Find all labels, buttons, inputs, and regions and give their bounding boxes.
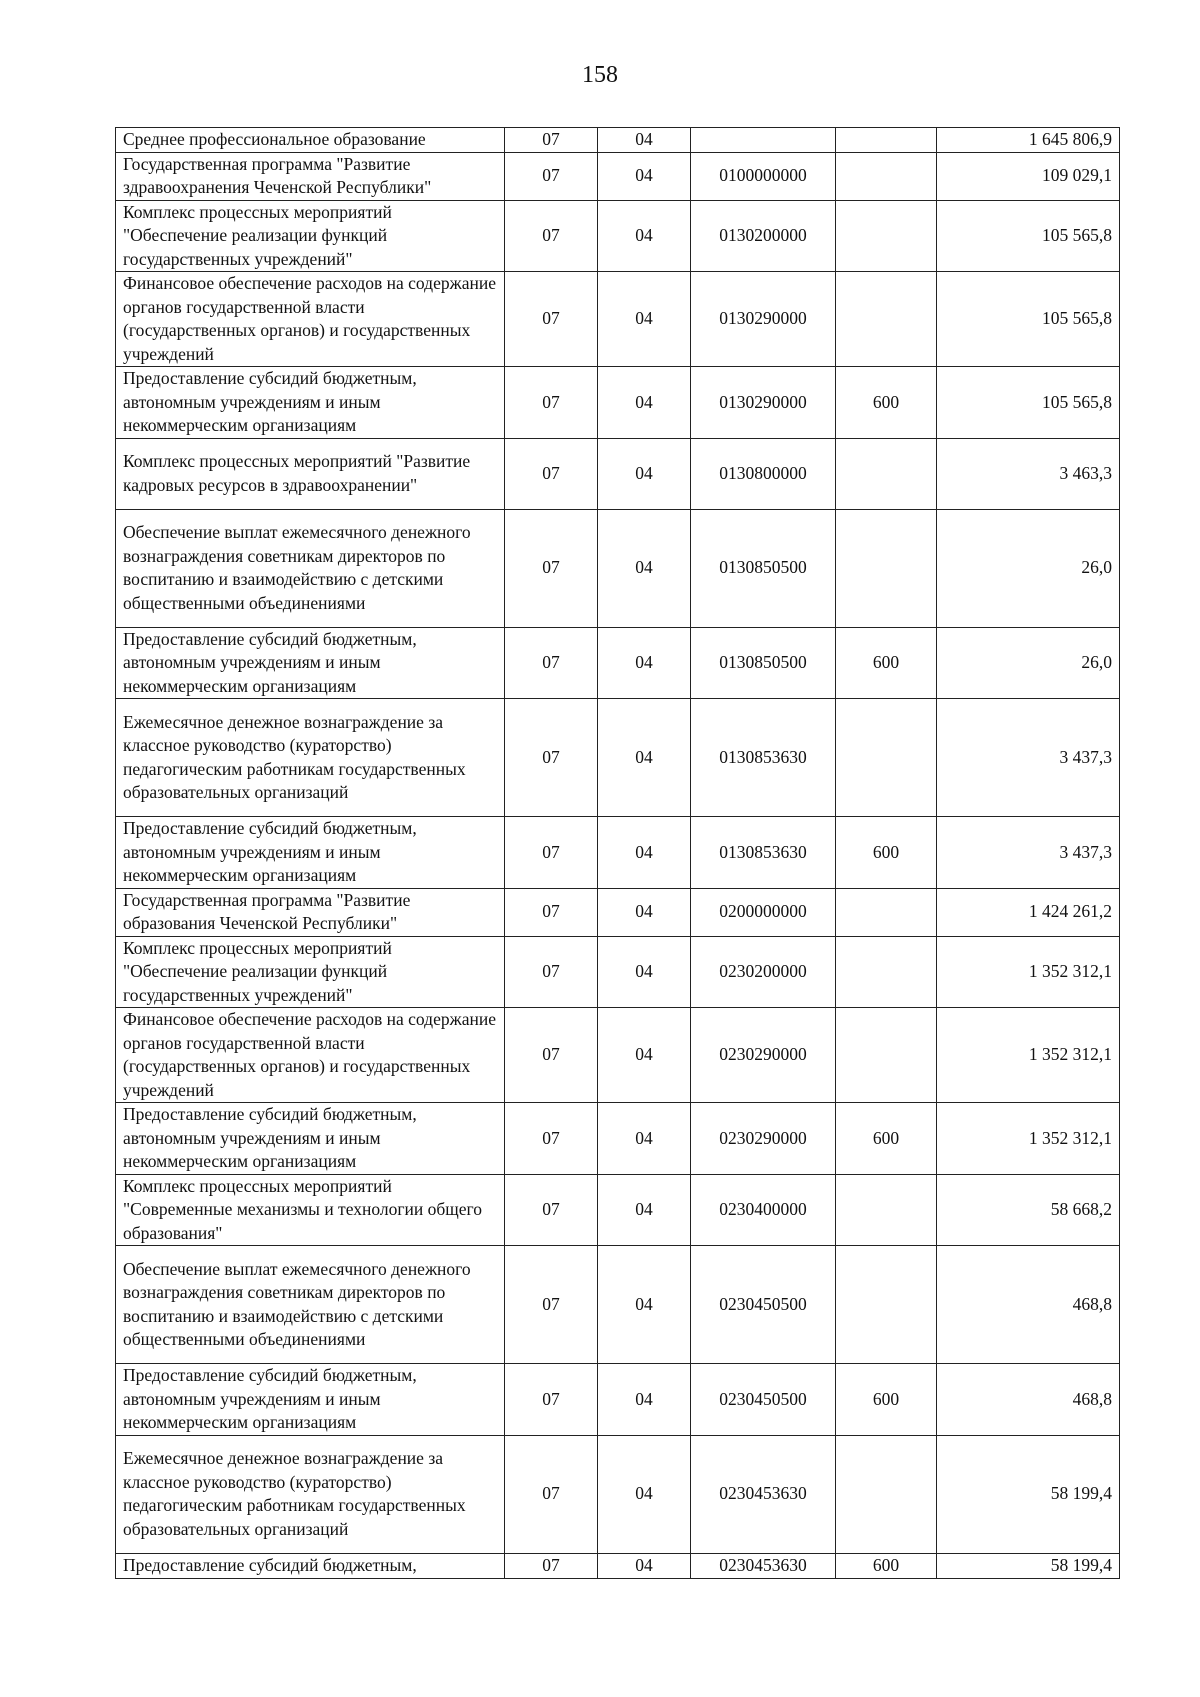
row-section: 07 [505, 367, 598, 439]
table-row [116, 627, 1120, 699]
row-subsection: 04 [598, 128, 691, 153]
row-section: 07 [505, 1103, 598, 1175]
row-section: 07 [505, 888, 598, 936]
row-name: Предоставление субсидий бюджетным, автономным учреждениям и иным некоммерческим организациям [116, 1364, 505, 1436]
row-subsection: 04 [598, 1435, 691, 1553]
table-row [116, 936, 1120, 1008]
row-name: Комплекс процессных мероприятий "Обеспечение реализации функций государственных учреждений" [116, 936, 505, 1008]
row-target-code: 0130290000 [691, 272, 836, 367]
row-subsection: 04 [598, 509, 691, 627]
row-amount: 3 437,3 [937, 699, 1120, 817]
table-row [116, 509, 1120, 627]
row-expense-type [836, 152, 937, 200]
row-subsection: 04 [598, 1553, 691, 1578]
row-name: Предоставление субсидий бюджетным, [116, 1553, 505, 1578]
row-subsection: 04 [598, 272, 691, 367]
row-subsection: 04 [598, 1246, 691, 1364]
row-expense-type: 600 [836, 817, 937, 889]
row-amount: 1 645 806,9 [937, 128, 1120, 153]
row-expense-type [836, 1174, 937, 1246]
row-section: 07 [505, 1174, 598, 1246]
row-amount: 105 565,8 [937, 367, 1120, 439]
row-expense-type: 600 [836, 367, 937, 439]
row-name: Комплекс процессных мероприятий "Современные механизмы и технологии общего образования" [116, 1174, 505, 1246]
row-expense-type [836, 1246, 937, 1364]
row-expense-type [836, 1435, 937, 1553]
row-target-code: 0230453630 [691, 1435, 836, 1553]
row-expense-type [836, 438, 937, 509]
row-section: 07 [505, 128, 598, 153]
row-section: 07 [505, 936, 598, 1008]
row-subsection: 04 [598, 152, 691, 200]
row-amount: 468,8 [937, 1246, 1120, 1364]
row-amount: 58 199,4 [937, 1435, 1120, 1553]
row-section: 07 [505, 1553, 598, 1578]
row-subsection: 04 [598, 817, 691, 889]
row-amount: 468,8 [937, 1364, 1120, 1436]
row-expense-type [836, 509, 937, 627]
row-section: 07 [505, 152, 598, 200]
row-subsection: 04 [598, 699, 691, 817]
row-amount: 26,0 [937, 627, 1120, 699]
row-section: 07 [505, 1246, 598, 1364]
row-subsection: 04 [598, 438, 691, 509]
row-subsection: 04 [598, 888, 691, 936]
row-subsection: 04 [598, 200, 691, 272]
row-expense-type [836, 128, 937, 153]
row-subsection: 04 [598, 1364, 691, 1436]
row-target-code: 0130290000 [691, 367, 836, 439]
row-name: Финансовое обеспечение расходов на содержание органов государственной власти (государственных органов) и государственных учреждений [116, 1008, 505, 1103]
row-name: Предоставление субсидий бюджетным, автономным учреждениям и иным некоммерческим организациям [116, 817, 505, 889]
row-section: 07 [505, 200, 598, 272]
row-amount: 1 424 261,2 [937, 888, 1120, 936]
row-section: 07 [505, 1008, 598, 1103]
row-amount: 1 352 312,1 [937, 1103, 1120, 1175]
table-row [116, 1246, 1120, 1364]
row-expense-type [836, 936, 937, 1008]
row-name: Обеспечение выплат ежемесячного денежного вознаграждения советникам директоров по воспитанию и взаимодействию с детскими общественными объединениями [116, 509, 505, 627]
row-target-code: 0230453630 [691, 1553, 836, 1578]
budget-table [115, 127, 1120, 1579]
row-section: 07 [505, 509, 598, 627]
row-name: Государственная программа "Развитие здравоохранения Чеченской Республики" [116, 152, 505, 200]
table-row [116, 1174, 1120, 1246]
row-name: Предоставление субсидий бюджетным, автономным учреждениям и иным некоммерческим организациям [116, 1103, 505, 1175]
table-row [116, 367, 1120, 439]
row-target-code: 0130850500 [691, 627, 836, 699]
row-expense-type: 600 [836, 1364, 937, 1436]
row-subsection: 04 [598, 367, 691, 439]
table-row [116, 272, 1120, 367]
row-expense-type [836, 272, 937, 367]
table-row [116, 1435, 1120, 1553]
table-row [116, 200, 1120, 272]
row-target-code: 0230290000 [691, 1008, 836, 1103]
row-section: 07 [505, 272, 598, 367]
row-amount: 109 029,1 [937, 152, 1120, 200]
table-row [116, 1008, 1120, 1103]
row-subsection: 04 [598, 1103, 691, 1175]
row-name: Среднее профессиональное образование [116, 128, 505, 153]
row-section: 07 [505, 1435, 598, 1553]
row-target-code: 0130853630 [691, 699, 836, 817]
row-subsection: 04 [598, 936, 691, 1008]
row-name: Предоставление субсидий бюджетным, автономным учреждениям и иным некоммерческим организациям [116, 627, 505, 699]
row-target-code: 0130853630 [691, 817, 836, 889]
row-amount: 105 565,8 [937, 200, 1120, 272]
row-expense-type: 600 [836, 627, 937, 699]
row-expense-type [836, 699, 937, 817]
row-subsection: 04 [598, 1008, 691, 1103]
table-row [116, 152, 1120, 200]
row-target-code: 0100000000 [691, 152, 836, 200]
table-row [116, 438, 1120, 509]
row-target-code: 0200000000 [691, 888, 836, 936]
row-expense-type [836, 200, 937, 272]
row-name: Финансовое обеспечение расходов на содержание органов государственной власти (государственных органов) и государственных учреждений [116, 272, 505, 367]
page-number: 158 [582, 62, 618, 88]
row-section: 07 [505, 438, 598, 509]
row-amount: 1 352 312,1 [937, 936, 1120, 1008]
table-row [116, 817, 1120, 889]
row-name: Ежемесячное денежное вознаграждение за классное руководство (кураторство) педагогическим работникам государственных образовательных организаций [116, 1435, 505, 1553]
row-target-code: 0230290000 [691, 1103, 836, 1175]
row-amount: 3 437,3 [937, 817, 1120, 889]
table-row [116, 1553, 1120, 1578]
row-amount: 58 668,2 [937, 1174, 1120, 1246]
row-target-code: 0130850500 [691, 509, 836, 627]
row-target-code: 0230200000 [691, 936, 836, 1008]
row-target-code: 0130800000 [691, 438, 836, 509]
row-section: 07 [505, 699, 598, 817]
row-subsection: 04 [598, 1174, 691, 1246]
row-amount: 105 565,8 [937, 272, 1120, 367]
row-section: 07 [505, 1364, 598, 1436]
row-expense-type [836, 1008, 937, 1103]
row-name: Государственная программа "Развитие образования Чеченской Республики" [116, 888, 505, 936]
row-target-code: 0130200000 [691, 200, 836, 272]
row-amount: 3 463,3 [937, 438, 1120, 509]
row-name: Комплекс процессных мероприятий "Развитие кадровых ресурсов в здравоохранении" [116, 438, 505, 509]
row-name: Предоставление субсидий бюджетным, автономным учреждениям и иным некоммерческим организациям [116, 367, 505, 439]
row-target-code: 0230400000 [691, 1174, 836, 1246]
row-target-code [691, 128, 836, 153]
row-expense-type: 600 [836, 1553, 937, 1578]
table-row [116, 1103, 1120, 1175]
row-subsection: 04 [598, 627, 691, 699]
row-expense-type: 600 [836, 1103, 937, 1175]
row-target-code: 0230450500 [691, 1246, 836, 1364]
row-section: 07 [505, 817, 598, 889]
row-amount: 58 199,4 [937, 1553, 1120, 1578]
row-target-code: 0230450500 [691, 1364, 836, 1436]
table-row [116, 128, 1120, 153]
row-section: 07 [505, 627, 598, 699]
row-expense-type [836, 888, 937, 936]
table-row [116, 699, 1120, 817]
table-row [116, 1364, 1120, 1436]
row-amount: 26,0 [937, 509, 1120, 627]
row-amount: 1 352 312,1 [937, 1008, 1120, 1103]
row-name: Обеспечение выплат ежемесячного денежного вознаграждения советникам директоров по воспитанию и взаимодействию с детскими общественными объединениями [116, 1246, 505, 1364]
table-row [116, 888, 1120, 936]
row-name: Комплекс процессных мероприятий "Обеспечение реализации функций государственных учреждений" [116, 200, 505, 272]
row-name: Ежемесячное денежное вознаграждение за классное руководство (кураторство) педагогическим работникам государственных образовательных организаций [116, 699, 505, 817]
